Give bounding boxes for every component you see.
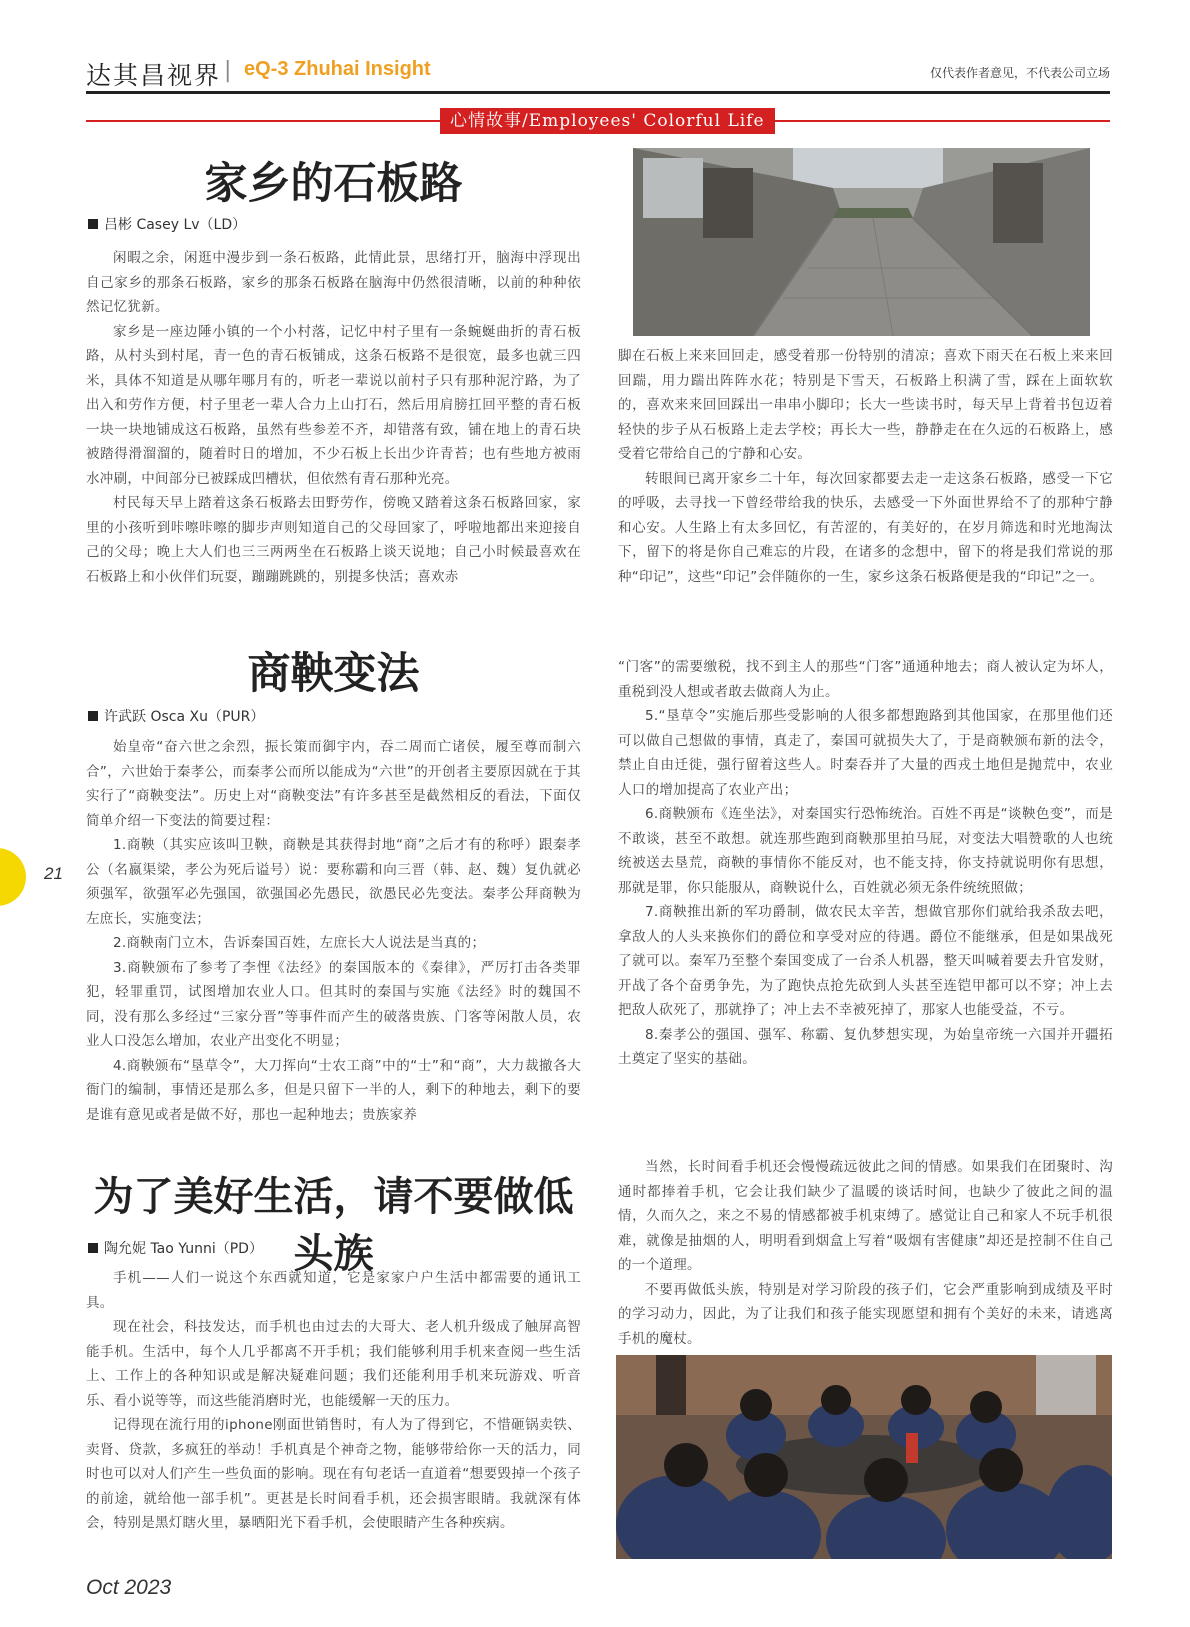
article3-left-column xyxy=(86,1266,581,1536)
article3-paragraph: 记得现在流行用的iphone刚面世销售时，有人为了得到它，不惜砸锅卖铁、卖肾、贷款，多疯狂的举动！手机真是个神奇之物，能够带给你一天的活力，同时也可以对人们产生一些负面的影响。现在有句老话一直道着“想要毁掉一个孩子的前途，就给他一部手机”。更甚是长时间看手机，还会损害眼睛。我就深有体会，特别是黑灯瞎火里，暴晒阳光下看手机，会使眼睛产生各种疾病。 xyxy=(86,1417,581,1531)
stone-road-photo-illustration xyxy=(633,148,1090,336)
article2-title: 商鞅变法 xyxy=(247,649,420,699)
article2-paragraph: 5.“垦草令”实施后那些受影响的人很多都想跑路到其他国家，在那里他们还可以做自己想做的事情，真走了，秦国可就损失大了，于是商鞅颁布新的法令，禁止自由迁徙，强行留着这些人。时秦吞并了大量的西戎土地但是抛荒中，农业人口的增加提高了农业产出； xyxy=(618,708,1113,798)
article3-paragraph: 现在社会，科技发达，而手机也由过去的大哥大、老人机升级成了触屏高智能手机。生活中，每个人几乎都离不开手机；我们能够利用手机来查阅一些生活上、工作上的各种知识或是解决疑难问题；我们还能利用手机来玩游戏、听音乐、看小说等等，而这些能消磨时光，也能缓解一天的压力。 xyxy=(86,1319,581,1409)
article2-paragraph: 6.商鞅颁布《连坐法》，对秦国实行恐怖统治。百姓不再是“谈鞅色变”，而是不敢谈，甚至不敢想。就连那些跑到商鞅那里拍马屁，对变法大唱赞歌的人也统统被送去垦荒，商鞅的事情你不能反对，也不能支持，你支持就说明你有思想，那就是罪，你只能服从，商鞅说什么，百姓就必须无条件统统照做； xyxy=(618,806,1113,896)
header-brand-english: eQ-3 Zhuhai Insight xyxy=(244,58,431,80)
stone-road-photo xyxy=(633,148,1090,336)
header-separator: | xyxy=(224,58,232,83)
header-disclaimer: 仅代表作者意见，不代表公司立场 xyxy=(930,66,1111,80)
article2-paragraph: 始皇帝“奋六世之余烈，振长策而御宇内，吞二周而亡诸侯，履至尊而制六合”，六世始于秦孝公，而秦孝公而所以能成为“六世”的开创者主要原因就在于其实行了“商鞅变法”。历史上对“商鞅变法”有许多甚至是截然相反的看法，下面仅简单介绍一下变法的简要过程： xyxy=(86,739,581,829)
article3-author xyxy=(88,1238,263,1258)
article1-paragraph: 闲暇之余，闲逛中漫步到一条石板路，此情此景，思绪打开，脑海中浮现出自己家乡的那条石板路，家乡的那条石板路在脑海中仍然很清晰，以前的种种依然记忆犹新。 xyxy=(86,250,581,315)
article2-paragraph: 1.商鞅（其实应该叫卫鞅，商鞅是其获得封地“商”之后才有的称呼）跟秦孝公（名嬴渠梁，孝公为死后谥号）说：要称霸和向三晋（韩、赵、魏）复仇就必须强军，欲强军必先强国，欲强国必先愚民，欲愚民必先变法。秦孝公拜商鞅为左庶长，实施变法； xyxy=(86,837,581,927)
article2-paragraph: 2.商鞅南门立木，告诉秦国百姓，左庶长大人说法是当真的； xyxy=(113,935,486,951)
section-banner: 心情故事/Employees' Colorful Life xyxy=(440,108,775,134)
article2-paragraph: 8.秦孝公的强国、强军、称霸、复仇梦想实现，为始皇帝统一六国并开疆拓土奠定了坚实的基础。 xyxy=(618,1026,1113,1067)
article2-paragraph: 4.商鞅颁布“垦草令”，大刀挥向“士农工商”中的“士”和“商”，大力裁撤各大衙门的编制，事情还是那么多，但是只留下一半的人，剩下的种地去，剩下的要是谁有意见或者是做不好，那也一起种地去；贵族家养 xyxy=(86,1057,581,1123)
article1-paragraph: 脚在石板上来来回回走，感受着那一份特别的清凉；喜欢下雨天在石板上来来回回踹，用力踹出阵阵水花；特别是下雪天，石板路上积满了雪，踩在上面软软的，喜欢来来回回踩出一串串小脚印；长大一些读书时，每天早上背着书包迈着轻快的步子从石板路上走去学校；再长大一些，静静走在在久远的石板路上，感受着它带给自己的宁静和心安。 xyxy=(618,348,1113,462)
article2-paragraph: 7.商鞅推出新的军功爵制，做农民太辛苦，想做官那你们就给我杀敌去吧，拿敌人的人头来换你们的爵位和享受对应的待遇。爵位不能继承，但是如果战死了就可以。秦军乃至整个秦国变成了一台杀人机器，整天叫喊着要去升官发财，开战了各个奋勇争先，为了跑快点抢先砍到人头甚至连铠甲都可以不穿；冲上去把敌人砍死了，那就挣了；冲上去不幸被死掉了，那家人也能受益，不亏。 xyxy=(618,904,1113,1018)
article3-author-name: 陶允妮 Tao Yunni（PD） xyxy=(104,1241,263,1257)
article1-right-column xyxy=(618,344,1113,589)
page-marker-dot xyxy=(0,848,26,906)
article2-paragraph: “门客”的需要缴税，找不到主人的那些“门客”通通种地去；商人被认定为坏人，重税到没人想或者敢去做商人为止。 xyxy=(618,659,1113,700)
article1-author-name: 吕彬 Casey Lv（LD） xyxy=(104,217,247,233)
article1-title: 家乡的石板路 xyxy=(204,159,463,209)
author-bullet-icon xyxy=(88,711,98,721)
article2-author xyxy=(88,706,264,726)
article1-left-column xyxy=(86,246,581,589)
article3-paragraph: 当然，长时间看手机还会慢慢疏远彼此之间的情感。如果我们在团聚时、沟通时都捧着手机，它会让我们缺少了温暖的谈话时间，也缺少了彼此之间的温情，久而久之，来之不易的情感都被手机束缚了。感觉让自己和家人不玩手机很难，就像是抽烟的人，明明看到烟盒上写着“吸烟有害健康”却还是控制不住自己的一个道理。 xyxy=(618,1159,1113,1273)
article3-paragraph: 手机——人们一说这个东西就知道，它是家家户户生活中都需要的通讯工具。 xyxy=(86,1270,581,1311)
author-bullet-icon xyxy=(88,1243,98,1253)
article3-right-column xyxy=(618,1155,1113,1351)
footer-date: Oct 2023 xyxy=(86,1576,172,1599)
article1-author xyxy=(88,214,246,234)
header-brand-chinese: 达其昌视界 xyxy=(86,61,222,90)
article2-left-column xyxy=(86,735,581,1127)
article2-right-column xyxy=(618,655,1113,1072)
article1-paragraph: 村民每天早上踏着这条石板路去田野劳作，傍晚又踏着这条石板路回家，家里的小孩听到咔嚓咔嚓的脚步声则知道自己的父母回家了，呼啦地都出来迎接自己的父母；晚上大人们也三三两两坐在石板路上谈天说地；自己小时候最喜欢在石板路上和小伙伴们玩耍，蹦蹦跳跳的，别提多快活；喜欢赤 xyxy=(86,495,581,585)
article3-paragraph: 不要再做低头族，特别是对学习阶段的孩子们，它会严重影响到成绩及平时的学习动力，因此，为了让我们和孩子能实现愿望和拥有个美好的未来，请逃离手机的魔杖。 xyxy=(618,1281,1113,1347)
article2-paragraph: 3.商鞅颁布了参考了李悝《法经》的秦国版本的《秦律》，严厉打击各类罪犯，轻罪重罚，试图增加农业人口。但其时的秦国与实施《法经》时的魏国不同，没有那么多经过“三家分晋”等事件而产生的破落贵族、门客等闲散人员，农业人口没怎么增加，农业产出变化不明显； xyxy=(86,959,581,1049)
page-number: 21 xyxy=(44,864,63,883)
author-bullet-icon xyxy=(88,219,98,229)
article1-paragraph: 转眼间已离开家乡二十年，每次回家都要去走一走这条石板路，感受一下它的呼吸，去寻找一下曾经带给我的快乐，去感受一下外面世界给不了的那种宁静和心安。人生路上有太多回忆，有苦涩的，有美好的，在岁月筛选和时光地淘汰下，留下的将是你自己难忘的片段，在诸多的念想中，留下的将是我们常说的那种“印记”，这些“印记”会伴随你的一生，家乡这条石板路便是我的“印记”之一。 xyxy=(618,470,1113,585)
article1-paragraph: 家乡是一座边陲小镇的一个小村落，记忆中村子里有一条蜿蜒曲折的青石板路，从村头到村尾，青一色的青石板铺成，这条石板路不是很宽，最多也就三四米，具体不知道是从哪年哪月有的，听老一辈说以前村子只有那种泥泞路，为了出入和劳作方便，村子里老一辈人合力上山打石，然后用肩膀扛回平整的青石板一块一块地铺成这石板路，虽然有些参差不齐，却错落有致，铺在地上的青石块被踏得滑溜溜的，随着时日的增加，不少石板上长出少许青苔；也有些地方被雨水冲刷，中间部分已被踩成凹槽状，但依然有青石那种光亮。 xyxy=(86,323,581,487)
article3-title: 为了美好生活，请不要做低头族 xyxy=(93,1173,574,1277)
article2-author-name: 许武跃 Osca Xu（PUR） xyxy=(104,709,265,725)
team-dinner-photo-illustration xyxy=(616,1355,1112,1559)
header-rule xyxy=(86,91,1110,94)
team-dinner-photo xyxy=(616,1355,1112,1559)
